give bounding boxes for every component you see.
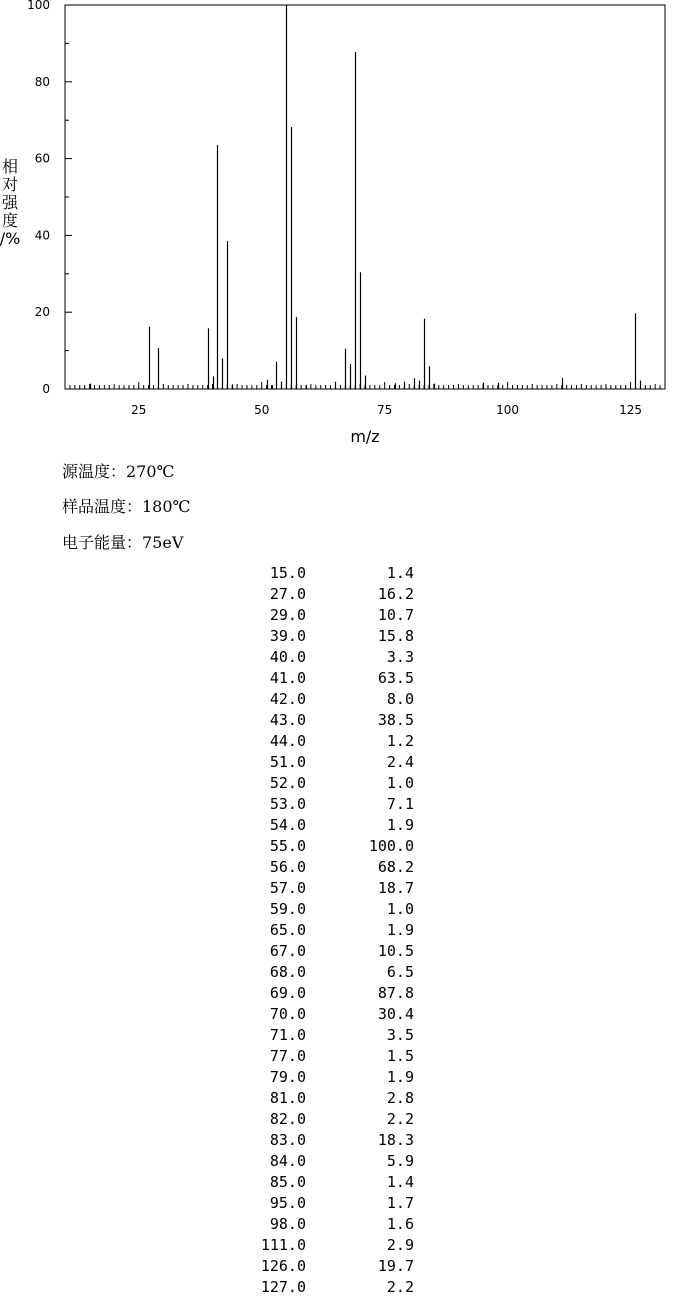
peak-table-row <box>240 1088 414 1109</box>
peak-mz: 82.0 <box>269 1110 306 1128</box>
peak-table-row <box>240 1067 414 1088</box>
peak-intensity: 7.1 <box>386 795 414 813</box>
plot-frame <box>65 5 665 389</box>
y-axis-label-char: 强 <box>1 193 19 212</box>
peak-intensity: 2.9 <box>386 1236 414 1254</box>
peak-table-row <box>240 731 414 752</box>
y-tick-label: 80 <box>34 74 50 89</box>
peak-intensity: 1.0 <box>386 774 414 792</box>
x-tick-label: 25 <box>131 403 147 417</box>
peak-mz: 77.0 <box>269 1047 306 1065</box>
peak-table-row <box>240 605 414 626</box>
sample-temperature: 样品温度：180℃ <box>62 497 191 516</box>
peak-mz: 42.0 <box>269 690 306 708</box>
peak-intensity: 1.7 <box>386 1194 414 1212</box>
peak-table-row <box>240 815 414 836</box>
x-tick-label: 100 <box>496 403 520 417</box>
peak-table-row <box>240 941 414 962</box>
peak-mz: 65.0 <box>269 921 306 939</box>
peak-intensity: 19.7 <box>377 1257 414 1275</box>
peak-table-row <box>240 689 414 710</box>
x-tick-label: 75 <box>377 403 393 417</box>
peak-mz: 51.0 <box>269 753 306 771</box>
peak-table-row <box>240 773 414 794</box>
peak-table-row <box>240 836 414 857</box>
peak-intensity: 87.8 <box>377 984 414 1002</box>
peak-intensity: 1.4 <box>386 564 414 582</box>
peak-intensity: 1.6 <box>386 1215 414 1233</box>
peak-intensity: 6.5 <box>386 963 414 981</box>
peak-mz: 55.0 <box>269 837 306 855</box>
peak-intensity: 2.2 <box>386 1110 414 1128</box>
peak-mz: 69.0 <box>269 984 306 1002</box>
y-tick-label: 0 <box>42 382 50 396</box>
y-axis-label-char: /% <box>0 229 21 248</box>
peak-mz: 54.0 <box>269 816 306 834</box>
peak-intensity: 1.9 <box>386 1068 414 1086</box>
peak-intensity: 1.9 <box>386 816 414 834</box>
peak-intensity: 1.4 <box>386 1173 414 1191</box>
peak-table-row <box>240 626 414 647</box>
peak-table-row <box>240 1109 414 1130</box>
peak-intensity: 68.2 <box>377 858 414 876</box>
peak-mz: 111.0 <box>260 1236 306 1254</box>
source-temperature: 源温度：270℃ <box>62 462 175 481</box>
y-tick-label: 100 <box>27 0 50 12</box>
peak-mz: 27.0 <box>269 585 306 603</box>
y-axis-label-char: 对 <box>1 175 19 194</box>
electron-energy: 电子能量：75eV <box>62 533 184 552</box>
peak-intensity: 15.8 <box>377 627 414 645</box>
x-tick-label: 50 <box>254 403 270 417</box>
peak-intensity: 5.9 <box>386 1152 414 1170</box>
peak-table-row <box>240 1172 414 1193</box>
peak-intensity: 1.2 <box>386 732 414 750</box>
peak-table-row <box>240 584 414 605</box>
peak-mz: 83.0 <box>269 1131 306 1149</box>
peak-table-row <box>240 752 414 773</box>
y-tick-label: 40 <box>34 228 50 243</box>
peak-table-row <box>240 1277 414 1298</box>
peak-table-row <box>240 1193 414 1214</box>
peak-table-row <box>240 899 414 920</box>
peak-table-row <box>240 1151 414 1172</box>
peak-mz: 126.0 <box>260 1257 306 1275</box>
peak-mz: 41.0 <box>269 669 306 687</box>
peak-table-row <box>240 794 414 815</box>
peak-intensity: 30.4 <box>377 1005 414 1023</box>
y-axis-label-char: 度 <box>1 211 19 230</box>
peak-mz: 71.0 <box>269 1026 306 1044</box>
peak-table-row <box>240 962 414 983</box>
peak-mz: 43.0 <box>269 711 306 729</box>
peak-mz: 40.0 <box>269 648 306 666</box>
peak-mz: 53.0 <box>269 795 306 813</box>
peak-mz: 95.0 <box>269 1194 306 1212</box>
peak-mz: 68.0 <box>269 963 306 981</box>
peak-intensity: 16.2 <box>377 585 414 603</box>
peak-table-row <box>240 1130 414 1151</box>
peak-mz: 84.0 <box>269 1152 306 1170</box>
peak-mz: 79.0 <box>269 1068 306 1086</box>
peak-intensity: 2.8 <box>386 1089 414 1107</box>
peak-table-row <box>240 983 414 1004</box>
peak-intensity: 63.5 <box>377 669 414 687</box>
peak-table-row <box>240 920 414 941</box>
peak-mz: 85.0 <box>269 1173 306 1191</box>
peak-mz: 52.0 <box>269 774 306 792</box>
peak-intensity: 3.5 <box>386 1026 414 1044</box>
peak-intensity: 1.5 <box>386 1047 414 1065</box>
peak-intensity: 10.5 <box>377 942 414 960</box>
x-tick-label: 125 <box>619 403 643 417</box>
peak-intensity: 1.9 <box>386 921 414 939</box>
peak-mz: 81.0 <box>269 1089 306 1107</box>
peak-table-row <box>240 1214 414 1235</box>
peak-table <box>240 563 414 1298</box>
peak-mz: 29.0 <box>269 606 306 624</box>
peak-intensity: 2.4 <box>386 753 414 771</box>
peak-table-row <box>240 1235 414 1256</box>
peak-mz: 127.0 <box>260 1278 306 1296</box>
y-tick-label: 20 <box>34 305 50 320</box>
peak-table-row <box>240 878 414 899</box>
peak-table-row <box>240 710 414 731</box>
peak-table-row <box>240 1046 414 1067</box>
peak-mz: 67.0 <box>269 942 306 960</box>
peak-table-row <box>240 1004 414 1025</box>
peak-intensity: 3.3 <box>386 648 414 666</box>
peak-mz: 15.0 <box>269 564 306 582</box>
peak-mz: 59.0 <box>269 900 306 918</box>
peak-intensity: 10.7 <box>377 606 414 624</box>
y-axis-label-char: 相 <box>1 157 19 176</box>
peak-mz: 39.0 <box>269 627 306 645</box>
y-tick-label: 60 <box>34 151 50 166</box>
mass-spectrum-chart <box>0 0 680 450</box>
peak-mz: 57.0 <box>269 879 306 897</box>
peak-table-row <box>240 857 414 878</box>
peak-table-row <box>240 647 414 668</box>
peak-table-row <box>240 1025 414 1046</box>
peak-mz: 98.0 <box>269 1215 306 1233</box>
peak-table-row <box>240 668 414 689</box>
peak-intensity: 8.0 <box>386 690 414 708</box>
peak-intensity: 38.5 <box>377 711 414 729</box>
peak-mz: 70.0 <box>269 1005 306 1023</box>
peak-table-row <box>240 563 414 584</box>
peak-intensity: 1.0 <box>386 900 414 918</box>
peak-intensity: 100.0 <box>368 837 414 855</box>
peak-mz: 56.0 <box>269 858 306 876</box>
peak-mz: 44.0 <box>269 732 306 750</box>
peak-table-row <box>240 1256 414 1277</box>
peak-intensity: 2.2 <box>386 1278 414 1296</box>
peak-intensity: 18.3 <box>377 1131 414 1149</box>
x-axis-label: m/z <box>350 427 380 446</box>
peak-intensity: 18.7 <box>377 879 414 897</box>
